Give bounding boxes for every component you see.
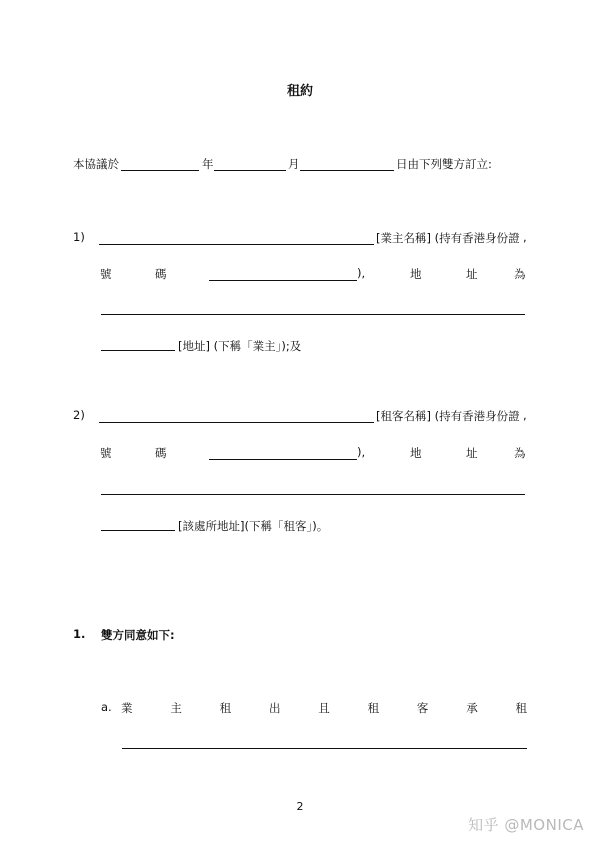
item-a-char: 承 — [466, 701, 478, 715]
party1-id-char-2: 碼 — [155, 267, 167, 281]
party1-id-number-field[interactable] — [209, 280, 357, 281]
party1-name-label: [業主名稱] (持有香港身份證 — [376, 231, 520, 245]
party2-id-char-2: 碼 — [155, 446, 167, 460]
party1-number: 1) — [73, 230, 85, 244]
blank-day-field[interactable] — [121, 170, 199, 171]
party1-address-line[interactable] — [101, 314, 525, 315]
clause1-item-a-line[interactable] — [122, 748, 527, 749]
blank-year-field[interactable] — [214, 170, 286, 171]
party2-name-field[interactable] — [99, 422, 374, 423]
page-number: 2 — [296, 800, 304, 813]
party2-addr-char-2: 址 — [466, 446, 478, 460]
item-a-char: 客 — [416, 701, 429, 715]
party2-id-number-field[interactable] — [209, 459, 357, 460]
clause1-heading: 雙方同意如下: — [101, 628, 175, 642]
party1-id-close: ), — [357, 266, 366, 280]
intro-year-label: 年 — [202, 157, 214, 171]
party1-comma: , — [523, 230, 527, 244]
party1-id-char-1: 號 — [100, 267, 112, 281]
item-a-char: 出 — [268, 701, 281, 715]
item-a-char: 業 — [121, 701, 133, 715]
party1-addr-char-1: 地 — [410, 267, 422, 281]
item-a-char: 且 — [318, 701, 330, 715]
party2-comma: , — [523, 408, 527, 422]
party2-address-line[interactable] — [101, 494, 525, 495]
party1-name-field[interactable] — [99, 244, 374, 245]
party1-addr-char-2: 址 — [466, 267, 478, 281]
clause1-item-a-label: a. — [101, 700, 112, 714]
party2-id-close: ), — [357, 445, 366, 459]
party1-addr-char-3: 為 — [514, 267, 526, 281]
party2-addr-char-3: 為 — [514, 446, 526, 460]
item-a-char: 主 — [170, 701, 182, 715]
item-a-char: 租 — [219, 701, 232, 715]
party2-name-label: [租客名稱] (持有香港身份證 — [376, 409, 520, 423]
item-a-char: 租 — [367, 701, 380, 715]
party2-id-char-1: 號 — [100, 446, 112, 460]
party2-addr-char-1: 地 — [410, 446, 422, 460]
watermark: 知乎 @MONICA — [468, 816, 584, 834]
party1-address-label: [地址] (下稱「業主」);及 — [178, 339, 302, 353]
intro-suffix: 日由下列雙方訂立: — [396, 157, 492, 171]
intro-prefix: 本協議於 — [73, 157, 119, 171]
item-a-char: 租 — [515, 701, 527, 715]
intro-month-label: 月 — [288, 157, 300, 171]
clause1-item-a-text — [121, 700, 527, 716]
party2-address-label: [該處所地址](下稱「租客」)。 — [178, 519, 329, 533]
clause1-number: 1. — [73, 627, 86, 641]
blank-month-field[interactable] — [300, 170, 394, 171]
party1-address-short-field[interactable] — [101, 350, 175, 351]
party2-address-short-field[interactable] — [101, 530, 175, 531]
party2-number: 2) — [73, 408, 85, 422]
document-title: 租約 — [286, 84, 313, 99]
